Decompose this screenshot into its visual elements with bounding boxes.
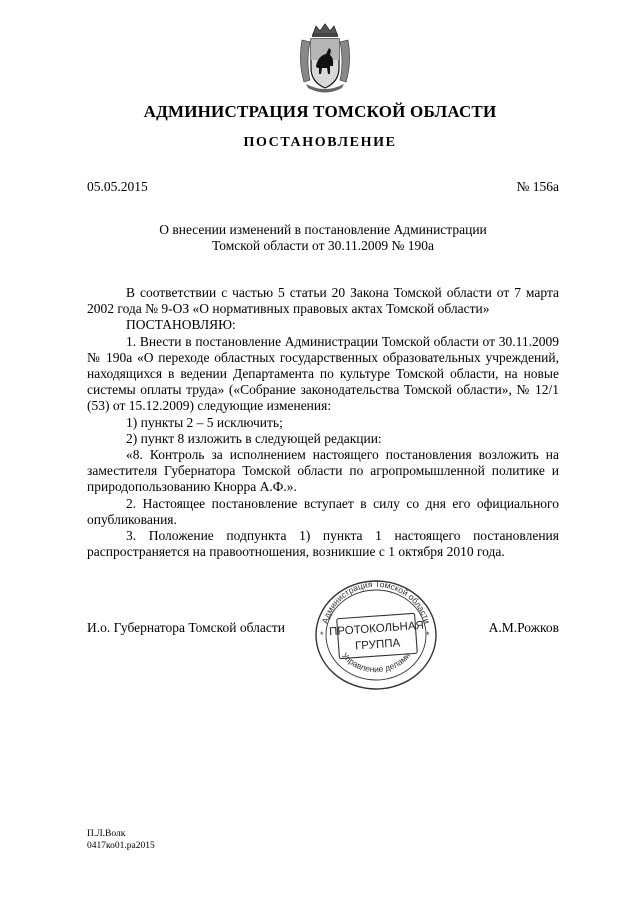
stamp-center-line1: ПРОТОКОЛЬНАЯ: [328, 619, 425, 639]
body-paragraph: 1) пункты 2 – 5 исключить;: [126, 414, 283, 430]
subject-line: О внесении изменений в постановление Администрации: [159, 222, 487, 237]
stamp-center-line2: ГРУППА: [354, 637, 401, 653]
document-number: № 156а: [516, 179, 559, 194]
executor-name: П.Л.Волк: [87, 829, 126, 839]
signatory-name: А.М.Рожков: [488, 620, 559, 635]
organization-title: АДМИНИСТРАЦИЯ ТОМСКОЙ ОБЛАСТИ: [143, 102, 497, 121]
body-paragraph: «8. Контроль за исполнением настоящего постановления возложить на заместителя Губернатора Томской области по агропромышленной политике и природопользованию Кнорра А.Ф.».: [87, 447, 559, 495]
body-paragraph: 2) пункт 8 изложить в следующей редакции:: [126, 430, 382, 446]
official-stamp: [312, 578, 440, 692]
document-type-title: ПОСТАНОВЛЕНИЕ: [243, 135, 397, 150]
body-paragraph: 3. Положение подпункта 1) пункта 1 настоящего постановления распространяется на правоотношения, возникшие с 1 октября 2010 года.: [87, 528, 559, 560]
document-date: 05.05.2015: [87, 179, 148, 194]
document-footer: [87, 828, 155, 852]
coat-of-arms-icon: [296, 22, 354, 94]
subject-line: Томской области от 30.11.2009 № 190а: [212, 238, 434, 253]
body-paragraph: 2. Настоящее постановление вступает в силу со дня его официального опубликования.: [87, 495, 559, 527]
document-subject: [87, 222, 559, 254]
signatory-role: И.о. Губернатора Томской области: [87, 620, 285, 635]
body-paragraph: В соответствии с частью 5 статьи 20 Закона Томской области от 7 марта 2002 года № 9-ОЗ «О нормативных правовых актах Томской области»: [87, 285, 559, 317]
svg-text:*: *: [426, 630, 430, 640]
stamp-ring-bottom: Управление делами: [339, 650, 413, 675]
body-paragraph: 1. Внести в постановление Администрации Томской области от 30.11.2009 № 190а «О переходе областных государственных образовательных учреждений, находящихся в ведении Департамента по культуре Томской области, на новые системы оплаты труда» («Собрание законодательства Томской области», № 12/1 (53) от 15.12.2009) следующие изменения:: [87, 333, 559, 414]
body-paragraph-resolve: ПОСТАНОВЛЯЮ:: [126, 317, 236, 333]
document-body: [87, 285, 559, 560]
stamp-ring-top: Администрация Томской области: [319, 578, 433, 625]
svg-text:*: *: [320, 630, 324, 640]
document-file-ref: 0417ко01.ра2015: [87, 841, 155, 851]
